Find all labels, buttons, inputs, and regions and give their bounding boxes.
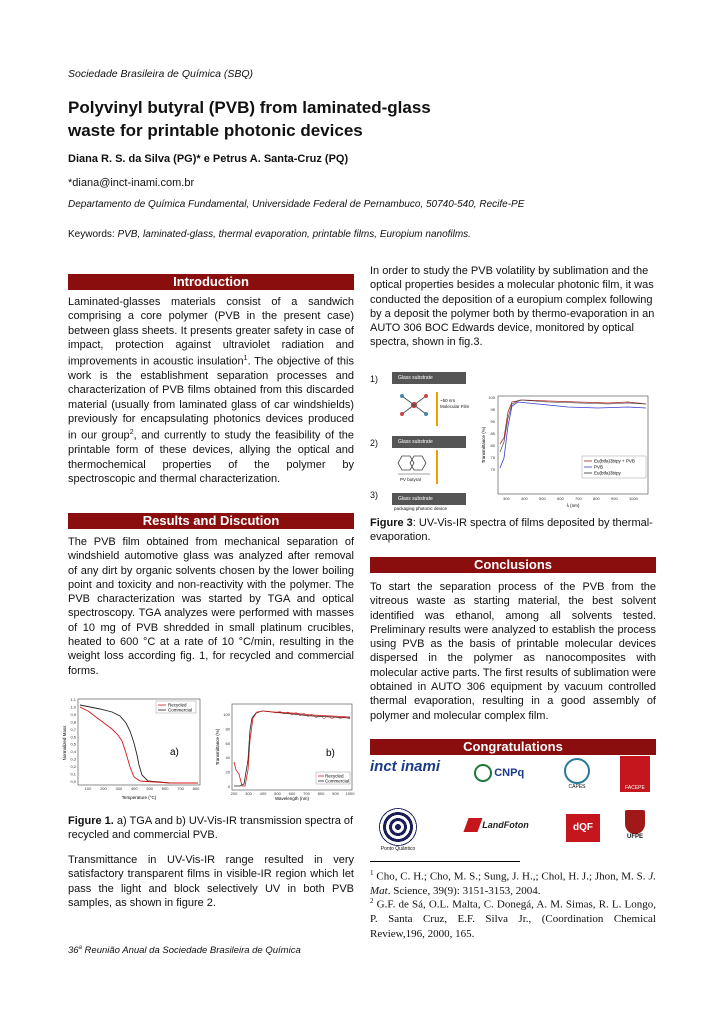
facepe-logo: FACEPE [620, 756, 650, 792]
x-tick-label: 200 [230, 791, 238, 796]
inct-inami-logo: inct inami [370, 758, 441, 775]
svg-text:400: 400 [521, 496, 528, 501]
x-tick-label: 900 [332, 791, 339, 796]
x-axis-label-b: Wavelength (nm) [274, 796, 310, 801]
results-heading: Results and Discution [68, 513, 354, 529]
y-tick-label: 80 [225, 726, 230, 732]
svg-text:85: 85 [490, 431, 495, 436]
y-tick-label: 1,0 [70, 704, 76, 710]
x-axis-label: Temperature (°C) [121, 795, 157, 800]
paper-title [68, 96, 488, 142]
x-tick-label: 100 [84, 786, 92, 791]
ponto-quantico-logo: Ponto Quântico [374, 808, 422, 852]
svg-text:90: 90 [490, 419, 495, 424]
y-tick-label: 20 [225, 769, 230, 775]
svg-text:75: 75 [490, 455, 495, 460]
svg-text:1000: 1000 [629, 496, 638, 501]
author-email[interactable]: *diana@inct-inami.com.br [68, 177, 195, 189]
x-tick-label: 800 [317, 791, 325, 796]
y-tick-label: 100 [223, 712, 230, 717]
x-tick-label: 700 [177, 786, 184, 791]
x-tick-label: 400 [259, 791, 267, 796]
y-axis-label-b: Transmittance (%) [215, 728, 220, 766]
keywords [68, 229, 471, 240]
svg-text:300: 300 [503, 496, 510, 501]
commercial-tga-curve [80, 702, 198, 783]
x-tick-label: 500 [146, 786, 154, 791]
department: Departamento de Química Fundamental, Universidade Federal de Pernambuco, 50740-540, Recife-PE [68, 199, 525, 210]
figure-3-schematic [370, 372, 470, 512]
y-tick-label: 40 [225, 755, 230, 761]
panel-label-b: b) [326, 748, 335, 759]
footer: 36$^a$ Reunião Anual da Sociedade Brasileira de Química [68, 945, 301, 957]
x-tick-label: 1000 [345, 791, 355, 796]
title-line-1: Polyvinyl butyral (PVB) from laminated-glass [68, 98, 431, 117]
y-tick-label: 1,1 [70, 697, 76, 702]
results-paragraph-2: Transmittance in UV-Vis-IR range resulted in very satisfactory transparent films in visible-IR region which let pass the light and block selectively UV in both PVB samples, as shown in figure 2. [68, 854, 354, 909]
ref-sup-2: 2 [129, 429, 134, 437]
y-tick-label: 0,2 [70, 764, 76, 770]
capes-logo: CAPES [560, 758, 594, 790]
svg-text:100: 100 [488, 395, 495, 400]
legend-commercial-b: Commercial [325, 778, 350, 784]
figure-1-caption: Figure 1. a) TGA and b) UV-Vis-IR transmission spectra of recycled and commercial PVB. [68, 815, 354, 841]
x-tick-label: 600 [288, 791, 296, 796]
cnpq-logo: CNPq [474, 764, 524, 782]
svg-text:500: 500 [539, 496, 546, 501]
ref-sup-1: 1 [243, 355, 248, 363]
packaging-note: packaging photonic device [394, 506, 448, 511]
glass-substrate-1: Glass substrate [392, 372, 466, 384]
keywords-label: Keywords: [68, 229, 118, 240]
x-tick-label: 400 [130, 786, 138, 791]
ufpe-logo: UFPE [622, 810, 648, 840]
y-tick-label: 60 [225, 740, 230, 746]
legend-eu-pvb: Eu(btfa)3bipy + PVB [594, 458, 635, 464]
conclusions-paragraph: To start the separation process of the PVB from the vitreous waste as starting material, the best solvent identified was ethanol, among all solvents tested. Preliminary results were analyzed to establish the process using PVB as the basis of printable molecular devices dispersed in the polymer as nanocomposites with molecular active parts. The first results of sublimation were obtained in AUTO 306 equipment by vacuum controlled thermal evaporation, resulting in a good assembly of polymer and molecular complex film. [370, 581, 656, 722]
y-tick-label: 0,0 [70, 779, 76, 784]
glass-substrate-3: Glass substrate [392, 493, 466, 505]
x-tick-label: 700 [303, 791, 310, 796]
eu-pvb-curve [500, 400, 646, 444]
y-tick-label: 0,7 [70, 726, 76, 732]
molecular-film-bar [436, 392, 438, 426]
step-2-label: 2) [370, 438, 379, 448]
title-line-2: waste for printable photonic devices [68, 121, 363, 140]
y-tick-label: 0,3 [70, 756, 76, 762]
landfoton-logo: LandFoton [466, 818, 529, 832]
legend-recycled: Recycled [168, 702, 187, 708]
svg-text:600: 600 [557, 496, 564, 501]
reference-1: $^1$ Cho, C. H.; Cho, M. S.; Sung, J. H.,; Chol, H. J.; Jhon, M. S. J. Mat. Science, 39(9): 3151-3153, 2004. [370, 869, 656, 898]
x-tick-label: 800 [192, 786, 200, 791]
film-note: ~50 nm Molecular Film [440, 398, 470, 409]
references-divider [370, 861, 520, 862]
y-tick-label: 0 [227, 784, 230, 789]
legend-pvb: PVB [594, 464, 604, 470]
y-tick-label: 0,1 [70, 771, 76, 777]
svg-text:900: 900 [611, 496, 618, 501]
step-3-label: 3) [370, 490, 379, 500]
figure-1a-tga-chart [60, 693, 210, 803]
step-1-label: 1) [370, 374, 379, 384]
svg-text:80: 80 [490, 443, 495, 448]
figure-3-caption: Figure 3: UV-Vis-IR spectra of films deposited by thermal-evaporation. [370, 517, 653, 543]
y-tick-label: 0,6 [70, 734, 76, 740]
x-tick-label: 300 [245, 791, 252, 796]
conclusions-heading: Conclusions [370, 557, 656, 573]
svg-text:700: 700 [575, 496, 582, 501]
society-name: Sociedade Brasileira de Química (SBQ) [68, 68, 253, 80]
figure-3-spectra-chart [478, 392, 656, 512]
keywords-list: PVB, laminated-glass, thermal evaporation, printable films, Europium nanofilms. [117, 229, 471, 240]
x-tick-label: 500 [274, 791, 281, 796]
sponsor-logos [370, 756, 656, 858]
legend-eu-complex: Eu(btfa)3bipy [594, 470, 621, 476]
authors: Diana R. S. da Silva (PG)* e Petrus A. Santa-Cruz (PQ) [68, 153, 349, 165]
glass-substrate-2: Glass substrate [392, 436, 466, 448]
right-intro-paragraph: In order to study the PVB volatility by sublimation and the optical properties besides a molecular photonic film, it was conducted the deposition of a europium complex following by a deposit the polymer both by thermo-evaporation in an AUTO 306 BOC Edwards device, monitored by optical spectra, shown in fig.3. [370, 265, 655, 349]
congratulations-heading: Congratulations [370, 739, 656, 755]
results-paragraph-1: The PVB film obtained from mechanical separation of windshield automotive glass was analyzed after removal of any dirt by organic solvents chosen by the lower boiling point and toxicity and non-reactivity with the polymer. The PVB characterization was started by TGA and optical spectroscopy. TGA analyzes were performed with masses of 10 mg of PVB shredded in small platinum crucibles, heated to 600 °C at a rate of 10 °C/min, resulting in the weight loss according fig. 1, for recycled and commercial forms. [68, 536, 354, 677]
europium-complex-icon [394, 388, 434, 422]
svg-text:70: 70 [490, 467, 495, 472]
legend-recycled-b: Recycled [325, 773, 344, 779]
reference-2: $^2$ G.F. de Sá, O.L. Malta, C. Donegá, A. M. Simas, R. L. Longo, P. Santa Cruz, E.F. Silva Jr., (Coordination Chemical Review,196, 2000, 165. [370, 897, 656, 940]
x-tick-label: 600 [161, 786, 169, 791]
y-axis-label: Normalized Mass [62, 725, 67, 761]
introduction-heading: Introduction [68, 274, 354, 290]
y-tick-label: 0,9 [70, 711, 76, 717]
x-tick-label: 200 [100, 786, 107, 791]
introduction-paragraph: Laminated-glasses materials consist of a sandwich comprising a core polymer (PVB in the present case) between glass sheets. It presents greater safety in case of impact, protection against ultraviolet radiation and improvements in acoustic insulation$^1$. The objective of this work is the establishment separation processes and characterization of PVB films obtained from this discarded material (usually from laminated glass of car windshields) previously for encapsulating photonics devices produced in our group$^2$, and currently to study the feasibility of the printable form of these devices, allying the optical and thermochemical properties of the polymer by spectroscopic and thermal characterization. [68, 296, 354, 485]
dqf-logo: dQF [566, 814, 600, 842]
legend-commercial: Commercial [168, 707, 193, 713]
svg-text:800: 800 [593, 496, 600, 501]
fig3-x-axis-label: λ (nm) [566, 503, 580, 508]
y-tick-label: 0,8 [70, 719, 76, 725]
pvb-film-bar [436, 450, 438, 484]
svg-text:95: 95 [490, 407, 495, 412]
fig3-y-axis-label: Transmittance (%) [481, 426, 486, 464]
x-tick-label: 300 [115, 786, 123, 791]
recycled-tga-curve [80, 707, 198, 783]
panel-label-a: a) [170, 747, 179, 758]
pvb-note: PV butyral [400, 477, 421, 482]
y-tick-label: 0,4 [70, 749, 76, 755]
figure-1b-transmission-chart [212, 700, 360, 805]
eu-complex-curve [500, 400, 646, 452]
y-tick-label: 0,5 [70, 741, 76, 747]
pvb-structure-icon [396, 452, 432, 478]
